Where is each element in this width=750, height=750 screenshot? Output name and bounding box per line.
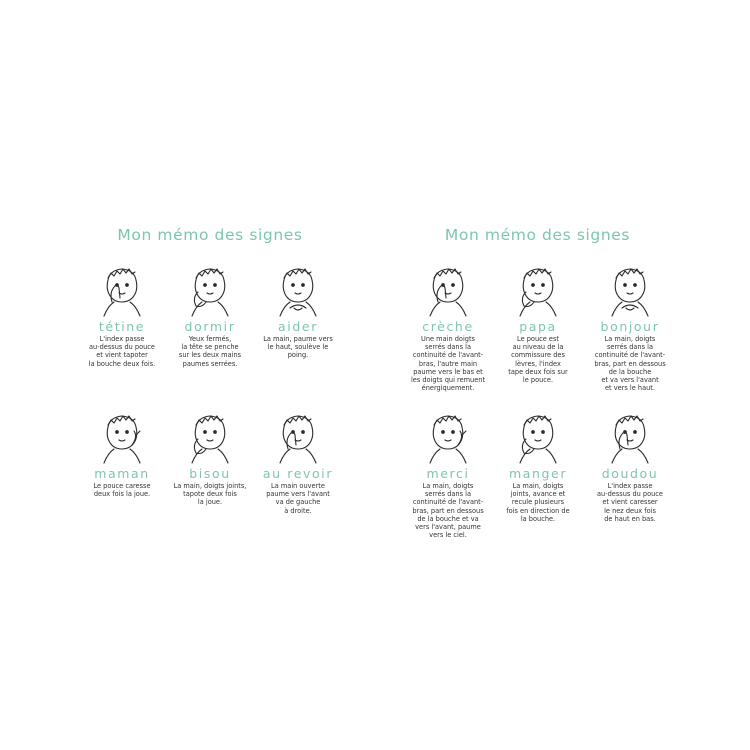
sign-description: Le pouce caresse deux fois la joue.	[93, 482, 151, 499]
sign-description: La main, paume vers le haut, soulève le poing.	[263, 335, 333, 360]
sign-card-papa	[490, 258, 586, 384]
sign-card-doudou	[582, 405, 678, 523]
left-page-title: Mon mémo des signes	[117, 226, 303, 244]
sign-word: crèche	[422, 319, 474, 334]
child-sign-dormir-icon	[180, 258, 240, 318]
sign-word: bisou	[189, 466, 231, 481]
sign-card-aider	[251, 258, 345, 360]
child-sign-au-revoir-icon	[268, 405, 328, 465]
child-sign-aider-icon	[268, 258, 328, 318]
sign-word: maman	[94, 466, 150, 481]
sign-word: au revoir	[262, 466, 334, 481]
sign-card-tétine	[75, 258, 169, 368]
sign-card-crèche	[400, 258, 496, 392]
sign-card-merci	[400, 405, 496, 539]
sign-word: doudou	[601, 466, 659, 481]
sign-card-dormir	[163, 258, 257, 368]
sign-description: Une main doigts serrés dans la continuité de l'avant- bras, l'autre main paume vers le bas et les doigts qui remuent énergiquement.	[410, 335, 486, 393]
child-sign-tetine-icon	[92, 258, 152, 318]
sign-card-manger	[490, 405, 586, 523]
sign-description: Yeux fermés, la tête se penche sur les deux mains paumes serrées.	[178, 335, 242, 368]
sign-description: La main, doigts serrés dans la continuité de l'avant- bras, part en dessous de la bouche et va vers l'avant et vers le haut.	[594, 335, 666, 393]
sign-card-maman	[75, 405, 169, 498]
sign-word: papa	[519, 319, 557, 334]
sign-word: merci	[426, 466, 470, 481]
sign-description: La main, doigts joints, avance et recule plusieurs fois en direction de la bouche.	[506, 482, 570, 523]
sign-card-bonjour	[582, 258, 678, 392]
sign-card-bisou	[163, 405, 257, 507]
right-page-title: Mon mémo des signes	[444, 226, 631, 244]
child-sign-papa-icon	[508, 258, 568, 318]
sign-description: L'index passe au-dessus du pouce et vient tapoter la bouche deux fois.	[88, 335, 156, 368]
sign-description: La main, doigts serrés dans la continuité de l'avant- bras, part en dessous de la bouche et va vers l'avant, paume vers le ciel.	[412, 482, 484, 540]
sign-description: La main, doigts joints, tapote deux fois la joue.	[173, 482, 247, 507]
sign-word: bonjour	[600, 319, 660, 334]
sign-word: aider	[278, 319, 318, 334]
child-sign-doudou-icon	[600, 405, 660, 465]
sign-description: La main ouverte paume vers l'avant va de gauche à droite.	[266, 482, 330, 515]
child-sign-bonjour-icon	[600, 258, 660, 318]
sign-word: tétine	[98, 319, 146, 334]
sign-word: dormir	[184, 319, 236, 334]
child-sign-creche-icon	[418, 258, 478, 318]
sign-description: L'index passe au-dessus du pouce et vient caresser le nez deux fois de haut en bas.	[597, 482, 663, 523]
child-sign-manger-icon	[508, 405, 568, 465]
child-sign-merci-icon	[418, 405, 478, 465]
left-memo-page	[75, 220, 345, 515]
sign-card-au-revoir	[251, 405, 345, 515]
right-memo-page	[400, 220, 675, 540]
child-sign-maman-icon	[92, 405, 152, 465]
sign-word: manger	[508, 466, 568, 481]
sign-description: Le pouce est au niveau de la commissure des lèvres, l'index tape deux fois sur le pouce.	[508, 335, 568, 385]
child-sign-bisou-icon	[180, 405, 240, 465]
